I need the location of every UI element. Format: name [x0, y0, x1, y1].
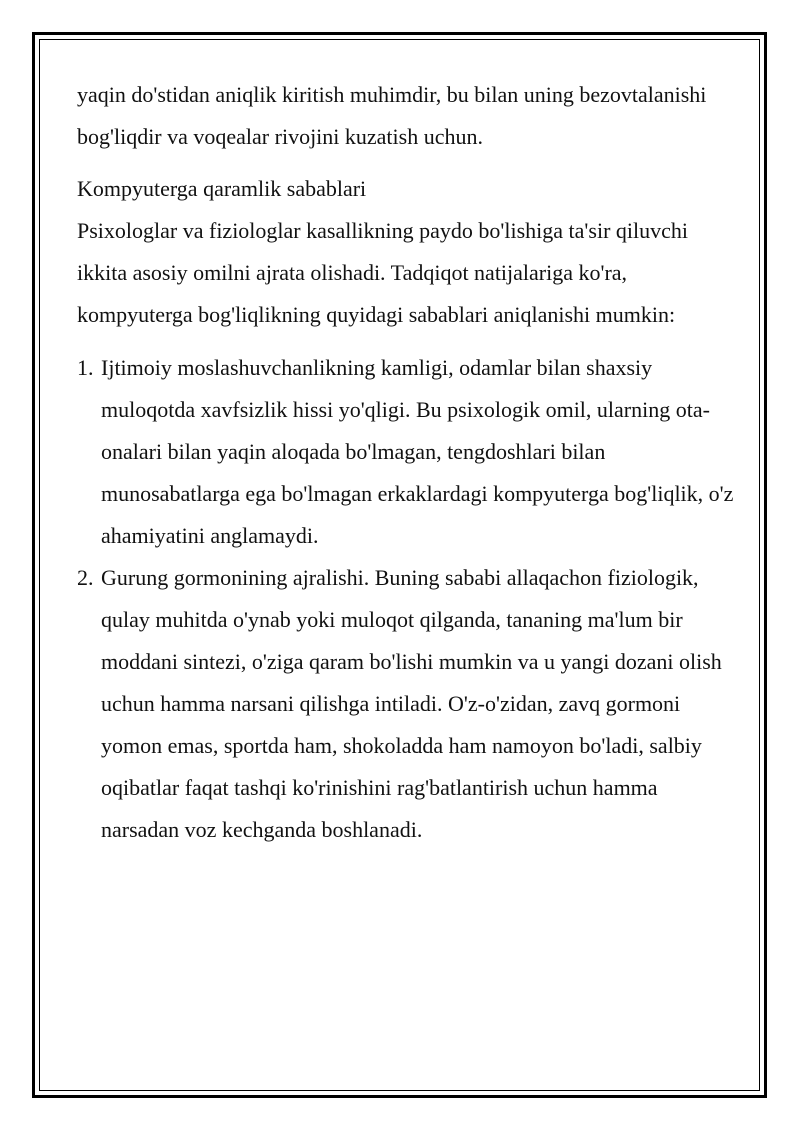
list-item — [77, 557, 737, 851]
list-item-number: 1. — [77, 355, 94, 380]
causes-list — [77, 347, 737, 851]
paragraph-intro: yaqin do'stidan aniqlik kiritish muhimdir, bu bilan uning bezovtalanishi bog'liqdir va voqealar rivojini kuzatish uchun. — [77, 82, 707, 149]
list-item-text: Gurung gormonining ajralishi. Buning sababi allaqachon fiziologik, qulay muhitda o'ynab yoki muloqot qilganda, tananing ma'lum bir moddani sintezi, o'ziga qaram bo'lishi mumkin va u yangi dozani olish uchun hamma narsani qilishga intiladi. O'z-o'zidan, zavq gormoni yomon emas, sportda ham, shokoladda ham namoyon bo'ladi, salbiy oqibatlar faqat tashqi ko'rinishini rag'batlantirish uchun hamma narsadan voz kechganda boshlanadi. — [101, 565, 722, 842]
list-item — [77, 347, 737, 557]
section-heading: Kompyuterga qaramlik sabablari — [77, 176, 367, 201]
list-item-text: Ijtimoiy moslashuvchanlikning kamligi, odamlar bilan shaxsiy muloqotda xavfsizlik hissi yo'qligi. Bu psixologik omil, ularning ota-onalari bilan yaqin aloqada bo'lmagan, tengdoshlari bilan munosabatlarga ega bo'lmagan erkaklardagi kompyuterga bog'liqlik, o'z ahamiyatini anglamaydi. — [101, 355, 734, 548]
document-body — [77, 74, 737, 851]
list-item-number: 2. — [77, 565, 94, 590]
paragraph-causes: Psixologlar va fiziologlar kasallikning paydo bo'lishiga ta'sir qiluvchi ikkita asosiy omilni ajrata olishadi. Tadqiqot natijalariga ko'ra, kompyuterga bog'liqlikning quyidagi sabablari aniqlanishi mumkin: — [77, 218, 688, 327]
